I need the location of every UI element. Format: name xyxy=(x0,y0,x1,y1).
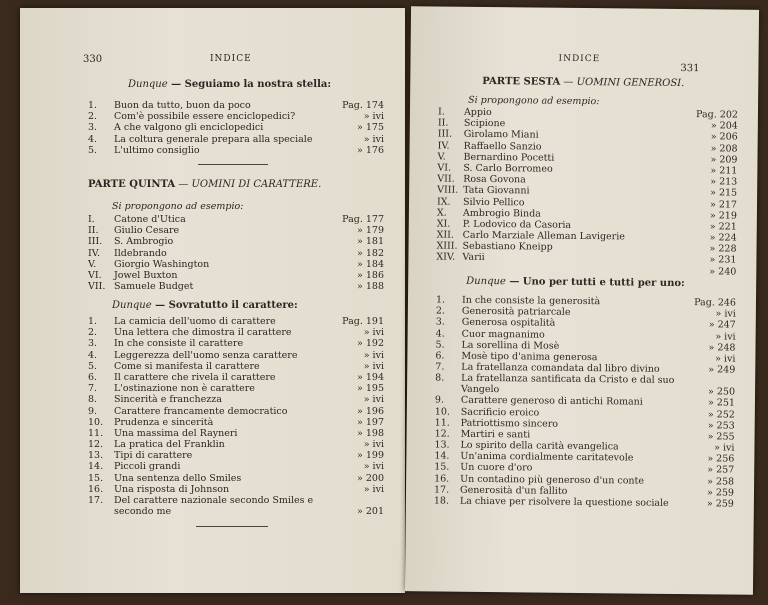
entry-page: » 194 xyxy=(357,371,384,383)
intro-text: Si propongono ad esempio: xyxy=(468,94,600,108)
toc-entry xyxy=(88,495,384,517)
entry-page: » ivi xyxy=(363,360,384,372)
entry-number: 17. xyxy=(433,484,450,496)
entry-page: » 215 xyxy=(710,187,738,199)
entry-number: 4. xyxy=(435,328,445,340)
entry-number: 1. xyxy=(88,316,98,327)
entry-title: Rosa Govona xyxy=(463,173,526,186)
entry-title: Ambrogio Binda xyxy=(462,207,541,220)
entry-title: Una lettera che dimostra il carattere xyxy=(114,327,292,339)
part-subtitle: — UOMINI DI CARATTERE. xyxy=(175,179,322,190)
toc-entry xyxy=(435,373,735,398)
toc-entry xyxy=(88,428,384,439)
entry-number: 2. xyxy=(88,327,98,339)
entry-number: V. xyxy=(437,151,446,163)
entry-number: 8. xyxy=(435,372,445,384)
entry-title: Generosità d'un fallito xyxy=(459,484,568,497)
toc-entry xyxy=(88,394,384,405)
toc-entry xyxy=(88,259,384,270)
entry-number: 3. xyxy=(435,316,445,328)
toc-entry xyxy=(88,134,384,145)
entry-title: L'ultimo consiglio xyxy=(114,144,200,156)
entry-title: Scipione xyxy=(463,117,506,130)
entry-page: » 213 xyxy=(710,176,738,188)
entry-number: VI. xyxy=(437,162,452,174)
toc-entry xyxy=(88,484,384,495)
entry-number: IV. xyxy=(88,247,100,259)
entry-number: 5. xyxy=(88,144,98,156)
entry-title: Sincerità e franchezza xyxy=(114,394,222,406)
entry-number: 3. xyxy=(88,338,98,350)
entry-number: 12. xyxy=(434,428,450,440)
entry-page: » 199 xyxy=(357,450,384,462)
entry-page: » 201 xyxy=(357,506,384,517)
toc-entry xyxy=(88,100,384,111)
entry-number: II. xyxy=(437,117,449,129)
entry-page: » 176 xyxy=(357,144,384,156)
entry-title: Ildebrando xyxy=(114,247,167,259)
entry-number: 15. xyxy=(434,461,450,474)
entry-number: 5. xyxy=(88,360,98,372)
entry-title: Leggerezza dell'uomo senza carattere xyxy=(114,349,298,361)
entry-title: La sorellina di Mosè xyxy=(461,339,560,352)
entry-page: » 200 xyxy=(357,472,384,484)
entry-number: 18. xyxy=(433,495,450,507)
entry-number: 13. xyxy=(88,450,104,462)
entry-title: Com'è possibile essere enciclopedici? xyxy=(114,111,296,123)
entry-title: Generosità patriarcale xyxy=(461,305,571,319)
left-page xyxy=(20,8,405,593)
entry-page: » 195 xyxy=(357,383,384,395)
entry-title: Girolamo Miani xyxy=(463,129,539,141)
entry-page: » ivi xyxy=(714,442,735,454)
entry-page: » 179 xyxy=(357,225,384,237)
entry-number: 1. xyxy=(435,294,446,306)
entry-title: Appio xyxy=(463,106,492,119)
entry-title: Patriottismo sincero xyxy=(460,417,559,430)
entry-number: II. xyxy=(88,225,99,237)
entry-title: La chiave per risolvere la questione sociale xyxy=(459,495,669,509)
entry-title: Raffaello Sanzio xyxy=(463,140,542,153)
toc-entry xyxy=(88,111,384,122)
entry-number: 11. xyxy=(434,417,450,429)
entry-page: » ivi xyxy=(363,394,384,406)
entry-page: » 211 xyxy=(710,165,738,177)
section-title-stella xyxy=(128,79,331,90)
entry-title: Una sentenza dello Smiles xyxy=(114,472,242,484)
part-list-quinta xyxy=(88,214,384,292)
entry-page: » 204 xyxy=(710,120,738,132)
entry-title: Varii xyxy=(462,252,485,264)
entry-title: L'ostinazione non è carattere xyxy=(114,383,255,395)
entry-page: » ivi xyxy=(715,353,736,365)
entry-title: In che consiste la generosità xyxy=(461,294,601,308)
toc-entry xyxy=(88,225,384,236)
entry-number: I. xyxy=(437,106,445,118)
entry-title: Silvio Pellico xyxy=(462,196,525,208)
entry-page: » ivi xyxy=(363,439,384,451)
entry-number: XI. xyxy=(436,218,451,230)
entry-page: » 250 xyxy=(708,386,736,398)
entry-title: Mosè tipo d'anima generosa xyxy=(461,350,598,364)
section-title-carattere xyxy=(112,300,298,311)
entry-title: La camicia dell'uomo di carattere xyxy=(114,316,276,327)
toc-entry xyxy=(88,214,384,225)
entry-number: 9. xyxy=(434,394,445,406)
entry-number: 6. xyxy=(435,350,445,362)
entry-page: » 251 xyxy=(707,397,735,409)
entry-page: » 208 xyxy=(710,142,738,155)
entry-number: XII. xyxy=(436,229,455,241)
entry-page: » ivi xyxy=(363,349,384,361)
entry-title: Una risposta di Johnson xyxy=(114,483,230,495)
entry-page: » 249 xyxy=(708,364,736,376)
toc-entry xyxy=(88,327,384,338)
toc-entry xyxy=(88,361,384,372)
entry-page: Pag. 246 xyxy=(694,297,737,309)
running-head: INDICE xyxy=(210,54,252,64)
entry-number: 2. xyxy=(435,305,446,317)
toc-entry xyxy=(88,372,384,383)
entry-page: » 175 xyxy=(357,122,384,134)
entry-page: » ivi xyxy=(363,483,384,495)
entry-page: » 182 xyxy=(357,247,384,259)
entry-page: » 224 xyxy=(709,232,737,244)
entry-number: III. xyxy=(88,236,103,248)
part-label: PARTE SESTA xyxy=(482,75,561,88)
entry-number: 14. xyxy=(434,450,450,462)
entry-number: XIV. xyxy=(436,251,456,264)
entry-number: 7. xyxy=(435,361,445,373)
entry-page: » 247 xyxy=(708,319,736,331)
entry-page: » 228 xyxy=(709,243,737,255)
part-subtitle: — UOMINI GENEROSI. xyxy=(560,76,685,90)
running-head: INDICE xyxy=(558,53,601,65)
entry-title: Cuor magnanimo xyxy=(461,328,545,341)
entry-number: 10. xyxy=(88,416,104,428)
entry-page: » 240 xyxy=(709,265,737,278)
entry-title: La pratica del Franklin xyxy=(114,439,225,451)
entry-number: 14. xyxy=(88,461,104,473)
entry-number: 16. xyxy=(434,473,450,485)
entry-title: In che consiste il carattere xyxy=(114,338,244,350)
entry-number: 3. xyxy=(88,122,98,134)
entry-title: Del carattere nazionale secondo Smiles e secondo me xyxy=(114,495,314,517)
entry-title: Carlo Marziale Alleman Lavigerie xyxy=(462,229,625,243)
entry-number: 7. xyxy=(88,383,98,395)
section-title-generosita xyxy=(466,276,685,289)
toc-entry xyxy=(434,495,734,509)
entry-page: » 248 xyxy=(708,342,736,354)
title-rest: — Seguiamo la nostra stella: xyxy=(167,79,332,90)
title-rest: — Sovratutto il carattere: xyxy=(151,300,298,311)
entry-page: » 181 xyxy=(357,236,384,248)
entry-number: I. xyxy=(88,214,95,225)
entry-title: Jowel Buxton xyxy=(114,269,178,281)
entry-number: 4. xyxy=(88,349,98,361)
entry-number: 8. xyxy=(88,394,98,406)
entry-page: » 186 xyxy=(357,269,384,281)
entry-number: VII. xyxy=(437,173,455,185)
entry-title: P. Lodovico da Casoria xyxy=(462,218,572,231)
title-italic: Dunque xyxy=(128,79,168,90)
entry-page: » 259 xyxy=(706,487,735,499)
toc-entry xyxy=(88,338,384,349)
entry-number: VI. xyxy=(88,269,102,281)
entry-title: La fratellanza comandata dal libro divino xyxy=(461,361,660,375)
part-label: PARTE QUINTA xyxy=(88,179,176,190)
entry-number: 12. xyxy=(88,439,104,451)
entry-title: Catone d'Utica xyxy=(114,214,186,225)
entry-page: » 221 xyxy=(709,221,737,233)
entry-number: XIII. xyxy=(436,240,458,252)
toc-entry xyxy=(88,270,384,281)
entry-title: Bernardino Pocetti xyxy=(463,151,555,164)
part-list-sesta xyxy=(436,106,738,277)
toc-entry xyxy=(88,281,384,292)
title-rest: — Uno per tutti e tutti per uno: xyxy=(505,276,685,290)
entry-page: » 196 xyxy=(357,405,384,417)
page-number: 331 xyxy=(680,63,700,75)
entry-number: 17. xyxy=(88,495,104,506)
entry-number: 10. xyxy=(434,405,450,418)
entry-page: » ivi xyxy=(715,308,736,320)
entry-title: Carattere generoso di antichi Romani xyxy=(460,395,643,408)
entry-page: » 255 xyxy=(707,431,735,443)
entry-number: 4. xyxy=(88,133,98,145)
entry-title: Un'anima cordialmente caritatevole xyxy=(460,450,634,464)
entry-page: » ivi xyxy=(363,133,384,145)
page-number: 330 xyxy=(83,54,103,65)
entry-title: Il carattere che rivela il carattere xyxy=(114,371,276,383)
entry-page: » 192 xyxy=(357,338,384,350)
entry-page: » ivi xyxy=(715,330,736,343)
entry-title: La fratellanza santificata da Cristo e dal suo Vangelo xyxy=(461,373,675,396)
entry-page: » 257 xyxy=(707,464,735,477)
title-italic: Dunque xyxy=(112,300,152,311)
entry-page: » 219 xyxy=(709,210,737,222)
entry-number: III. xyxy=(437,128,453,141)
entry-page: » ivi xyxy=(363,461,384,473)
entry-number: IX. xyxy=(436,195,451,208)
section-list-stella xyxy=(88,100,384,156)
part-title-quinta xyxy=(88,179,321,190)
toc-entry xyxy=(88,236,384,247)
title-italic: Dunque xyxy=(466,275,506,288)
entry-number: VII. xyxy=(88,281,106,293)
toc-entry xyxy=(88,439,384,450)
entry-title: La coltura generale prepara alla speciale xyxy=(114,133,313,145)
entry-title: S. Ambrogio xyxy=(114,236,174,248)
toc-entry xyxy=(88,122,384,133)
entry-number: 11. xyxy=(88,427,104,439)
entry-number: 9. xyxy=(88,405,98,417)
entry-title: Sebastiano Kneipp xyxy=(462,240,553,253)
toc-entry xyxy=(88,316,384,327)
entry-title: Piccoli grandi xyxy=(114,461,181,473)
entry-page: » 188 xyxy=(357,281,384,293)
entry-page: Pag. 202 xyxy=(696,109,739,121)
entry-title: Un cuore d'oro xyxy=(460,462,533,474)
entry-page: » 198 xyxy=(357,427,384,439)
right-page xyxy=(405,6,759,595)
entry-number: 16. xyxy=(88,483,104,495)
entry-page: Pag. 177 xyxy=(342,214,384,225)
toc-entry xyxy=(88,406,384,417)
entry-page: » 231 xyxy=(709,254,737,267)
entry-title: Prudenza e sincerità xyxy=(114,416,214,428)
entry-page: » 252 xyxy=(707,408,735,421)
entry-number: 5. xyxy=(435,339,445,351)
toc-entry xyxy=(88,383,384,394)
toc-entry xyxy=(88,145,384,156)
entry-title: Buon da tutto, buon da poco xyxy=(114,100,251,111)
entry-page: » 253 xyxy=(707,420,735,432)
entry-title: S. Carlo Borromeo xyxy=(463,162,553,175)
entry-page: » ivi xyxy=(363,327,384,339)
divider xyxy=(198,164,268,165)
entry-title: Lo spirito della carità evangelica xyxy=(460,439,619,453)
entry-title: Carattere francamente democratico xyxy=(114,405,288,417)
entry-page: » 184 xyxy=(357,258,384,270)
entry-page: » 217 xyxy=(709,198,738,211)
entry-title: A che valgono gli enciclopedici xyxy=(114,122,264,134)
entry-page: » 197 xyxy=(357,416,384,428)
entry-page: » ivi xyxy=(363,111,384,123)
entry-page: » 256 xyxy=(707,453,735,465)
toc-entry xyxy=(88,248,384,259)
entry-number: V. xyxy=(88,258,97,270)
entry-title: Samuele Budget xyxy=(114,281,194,293)
entry-number: VIII. xyxy=(437,184,459,197)
intro-text: Si propongono ad esempio: xyxy=(112,201,244,212)
entry-number: X. xyxy=(436,207,447,219)
toc-entry xyxy=(88,473,384,484)
entry-number: 6. xyxy=(88,371,98,383)
entry-number: 15. xyxy=(88,472,104,484)
divider xyxy=(196,526,268,527)
entry-title: Sacrificio eroico xyxy=(460,406,540,419)
entry-title: Giulio Cesare xyxy=(114,225,180,237)
toc-entry xyxy=(88,450,384,461)
entry-page: Pag. 174 xyxy=(342,100,384,111)
entry-title: Tata Giovanni xyxy=(463,185,530,197)
entry-page: » 258 xyxy=(707,475,735,488)
entry-number: IV. xyxy=(437,140,450,152)
part-title-sesta xyxy=(482,76,684,89)
entry-title: Un contadino più generoso d'un conte xyxy=(460,473,645,487)
section-list-carattere xyxy=(88,316,384,517)
entry-number: 13. xyxy=(434,439,450,451)
toc-entry xyxy=(88,417,384,428)
entry-title: Martiri e santi xyxy=(460,428,531,441)
section-list-generosita xyxy=(434,294,736,509)
entry-title: Tipi di carattere xyxy=(114,450,193,462)
toc-entry xyxy=(88,350,384,361)
entry-title: Come si manifesta il carattere xyxy=(114,360,260,372)
entry-page: » 209 xyxy=(710,154,738,166)
entry-title: Giorgio Washington xyxy=(114,258,210,270)
entry-number: 2. xyxy=(88,111,98,123)
toc-entry xyxy=(88,461,384,472)
entry-page: Pag. 191 xyxy=(342,316,384,327)
entry-number: 1. xyxy=(88,100,98,111)
entry-page: » 259 xyxy=(706,498,734,510)
entry-page: » 206 xyxy=(710,131,738,143)
entry-title: Generosa ospitalità xyxy=(461,317,556,330)
entry-title: Una massima del Rayneri xyxy=(114,427,238,439)
